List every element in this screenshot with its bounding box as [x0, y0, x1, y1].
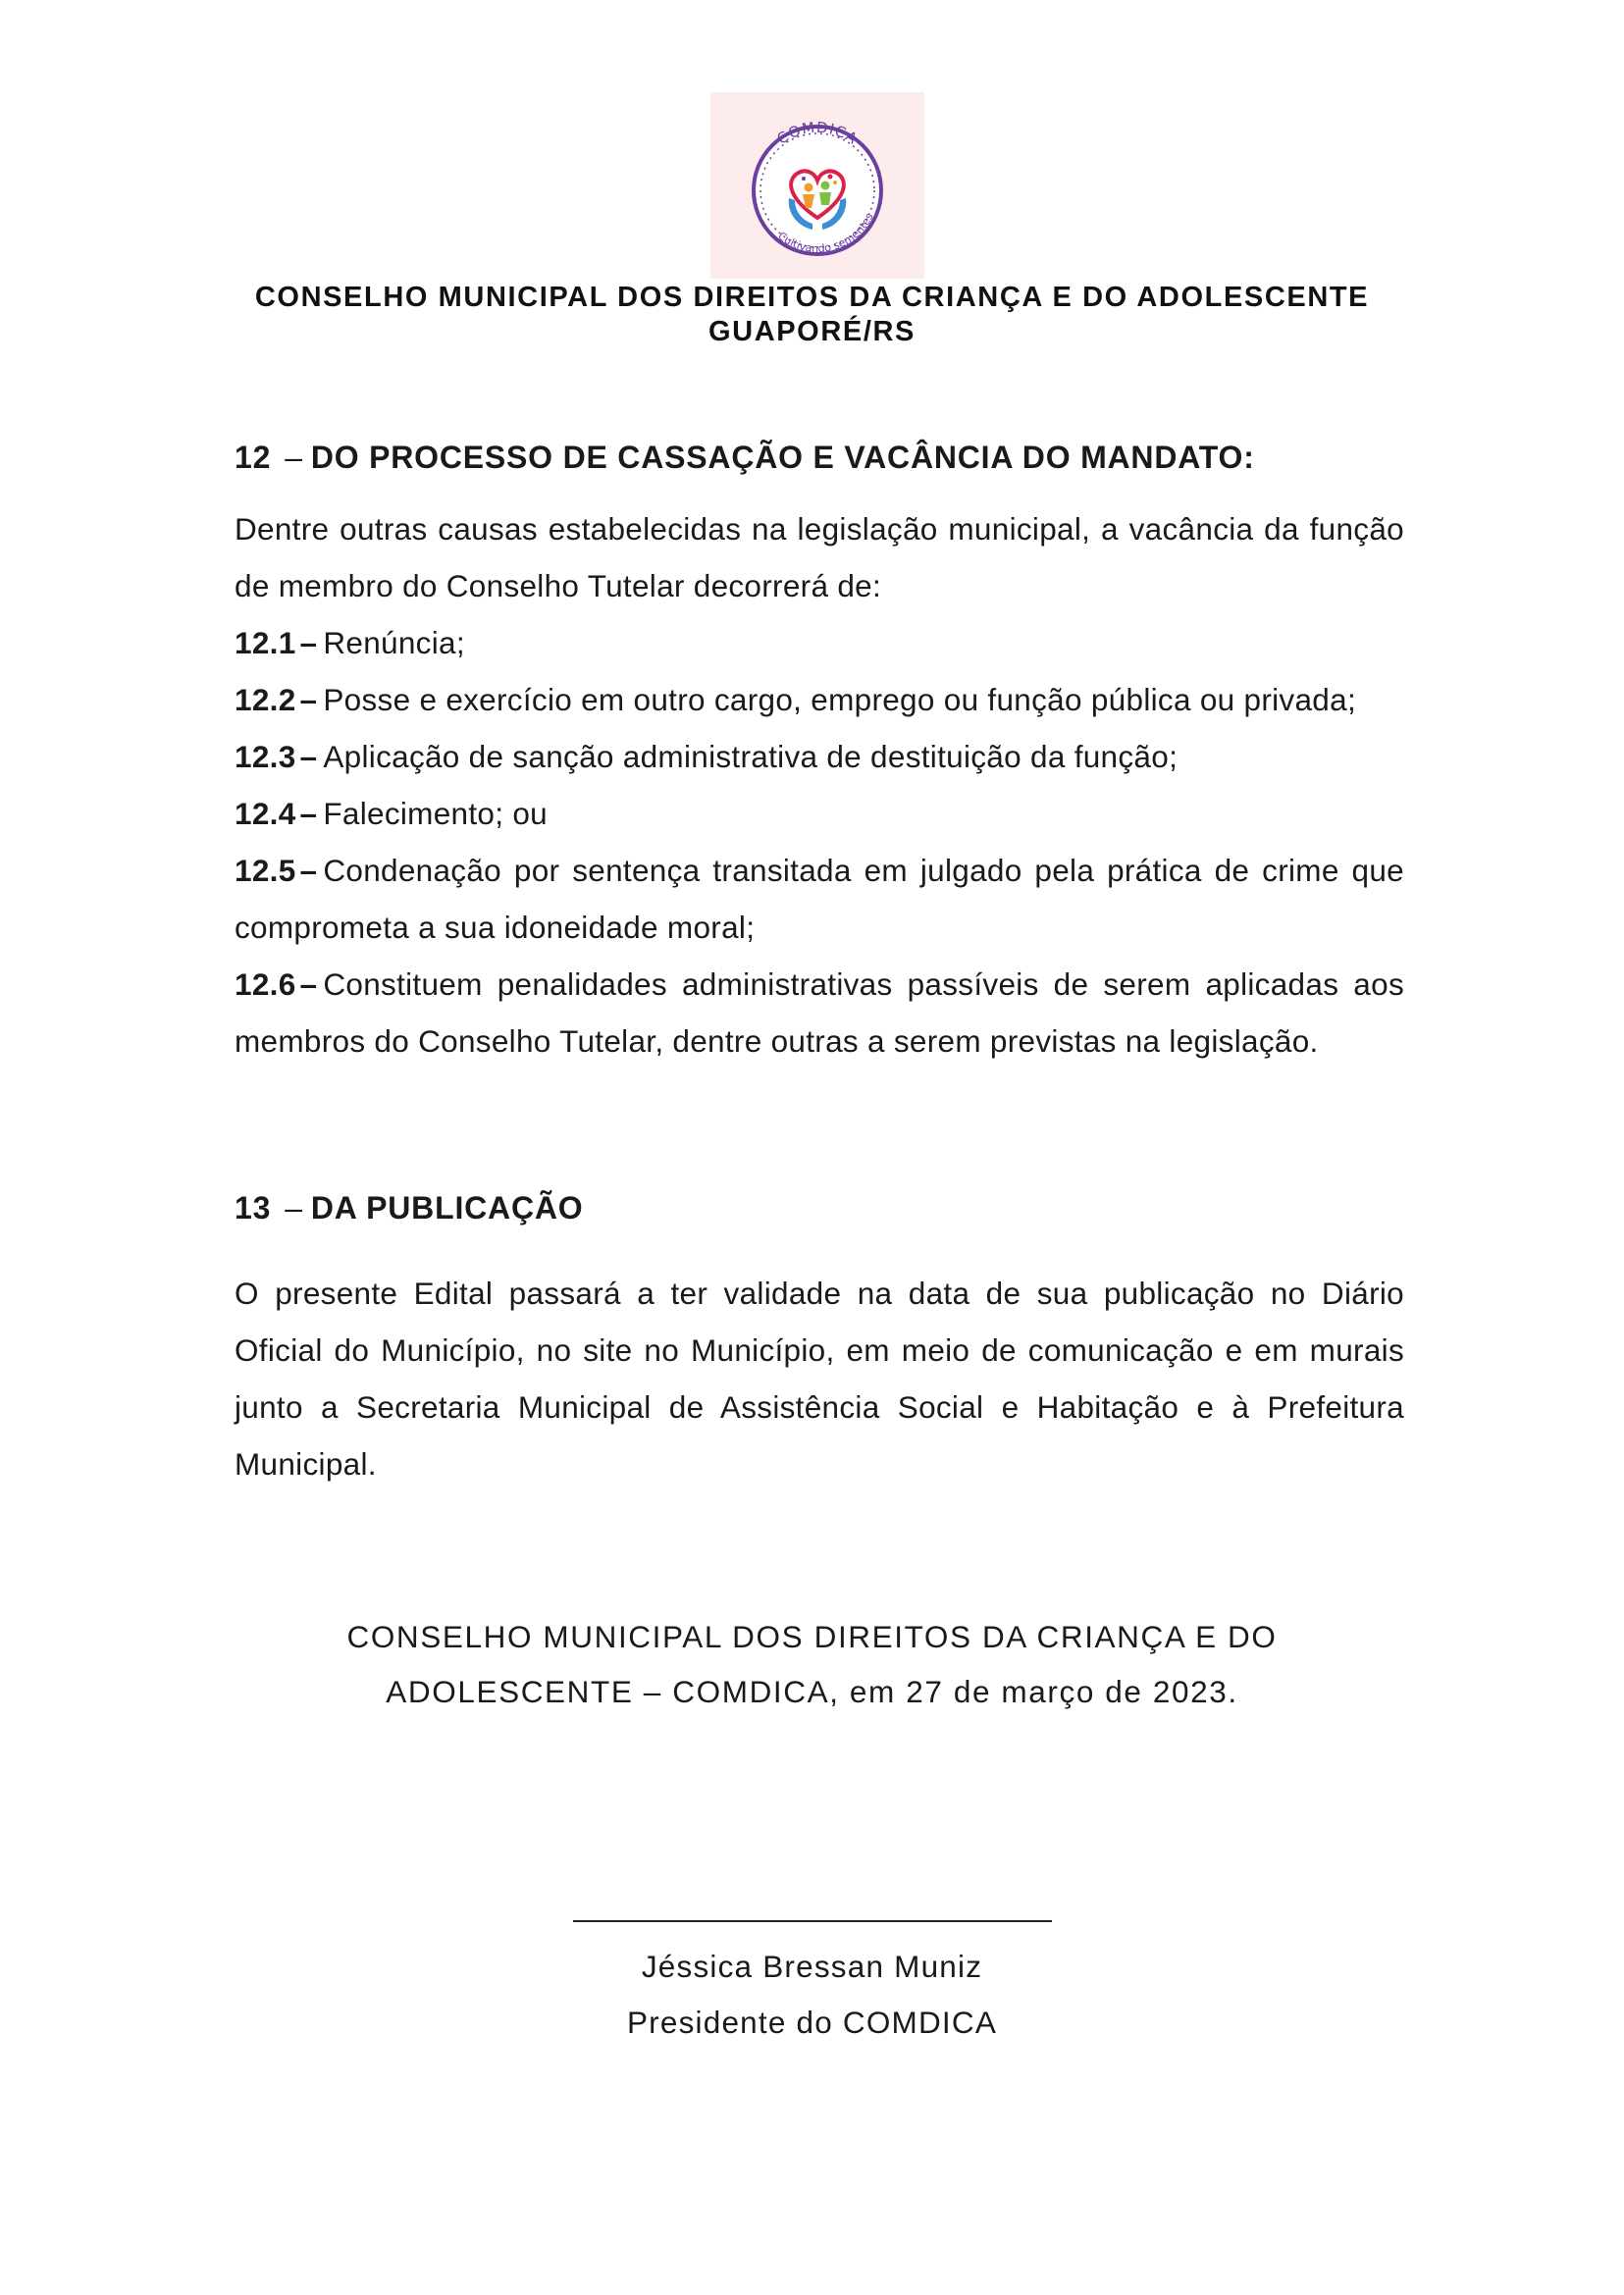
item-text: Falecimento; ou: [323, 796, 548, 831]
section-12-body: [235, 500, 1404, 1069]
logo-name: COMDICA: [773, 118, 862, 148]
section-13-body: [235, 1265, 1404, 1492]
section-13: [235, 1190, 1404, 1226]
item-text: Constituem penalidades administrativas passíveis de serem aplicadas aos membros do Conselho Tutelar, dentre outras a serem previstas na legislação.: [235, 966, 1404, 1059]
signatory-role: Presidente do COMDICA: [626, 2005, 998, 2040]
item-dash: –: [299, 796, 318, 831]
list-item: [235, 842, 1404, 956]
section-12: [235, 440, 1404, 476]
section-title: DA PUBLICAÇÃO: [310, 1190, 584, 1226]
header-title: CONSELHO MUNICIPAL DOS DIREITOS DA CRIANÇA E DO ADOLESCENTE: [254, 282, 1370, 313]
section-13-heading: [235, 1190, 1404, 1226]
section-dash: –: [285, 1190, 303, 1226]
list-item: [235, 614, 1404, 671]
item-key: 12.5: [235, 853, 296, 888]
section-12-intro: Dentre outras causas estabelecidas na legislação municipal, a vacância da função de membro do Conselho Tutelar decorrerá de:: [235, 511, 1404, 603]
closing-line-1: CONSELHO MUNICIPAL DOS DIREITOS DA CRIANÇA E DO: [346, 1619, 1278, 1654]
section-title: DO PROCESSO DE CASSAÇÃO E VACÂNCIA DO MANDATO:: [310, 440, 1255, 475]
item-dash: –: [299, 625, 318, 660]
item-dash: –: [299, 853, 318, 888]
section-dash: –: [285, 440, 303, 475]
section-number: 13: [235, 1190, 272, 1226]
item-text: Aplicação de sanção administrativa de destituição da função;: [323, 739, 1179, 774]
list-item: [235, 728, 1404, 785]
item-dash: –: [299, 966, 318, 1002]
item-key: 12.1: [235, 625, 296, 660]
signature-line: [0, 1909, 1624, 1927]
item-key: 12.2: [235, 682, 296, 717]
item-key: 12.4: [235, 796, 296, 831]
header-subtitle: GUAPORÉ/RS: [708, 316, 916, 347]
item-dash: –: [299, 682, 318, 717]
comdica-logo: [710, 92, 924, 279]
list-item: [235, 671, 1404, 728]
item-text: Renúncia;: [323, 625, 465, 660]
section-13-text: O presente Edital passará a ter validade na data de sua publicação no Diário Oficial do Município, no site no Município, em meio de comunicação e em murais junto a Secretaria Municipal de Assistência Social e Habitação e à Prefeitura Municipal.: [235, 1276, 1404, 1482]
section-12-heading: [235, 440, 1404, 476]
item-text: Condenação por sentença transitada em julgado pela prática de crime que comprometa a sua idoneidade moral;: [235, 853, 1404, 945]
list-item: [235, 956, 1404, 1069]
item-key: 12.6: [235, 966, 296, 1002]
item-key: 12.3: [235, 739, 296, 774]
signatory-name: Jéssica Bressan Muniz: [641, 1949, 983, 1984]
logo-tagline: Cultivando sementes: [775, 211, 876, 255]
list-item: [235, 785, 1404, 842]
section-number: 12: [235, 440, 272, 475]
closing-line-2: ADOLESCENTE – COMDICA, em 27 de março de 2023.: [386, 1674, 1238, 1709]
item-dash: –: [299, 739, 318, 774]
item-text: Posse e exercício em outro cargo, emprego ou função pública ou privada;: [323, 682, 1356, 717]
